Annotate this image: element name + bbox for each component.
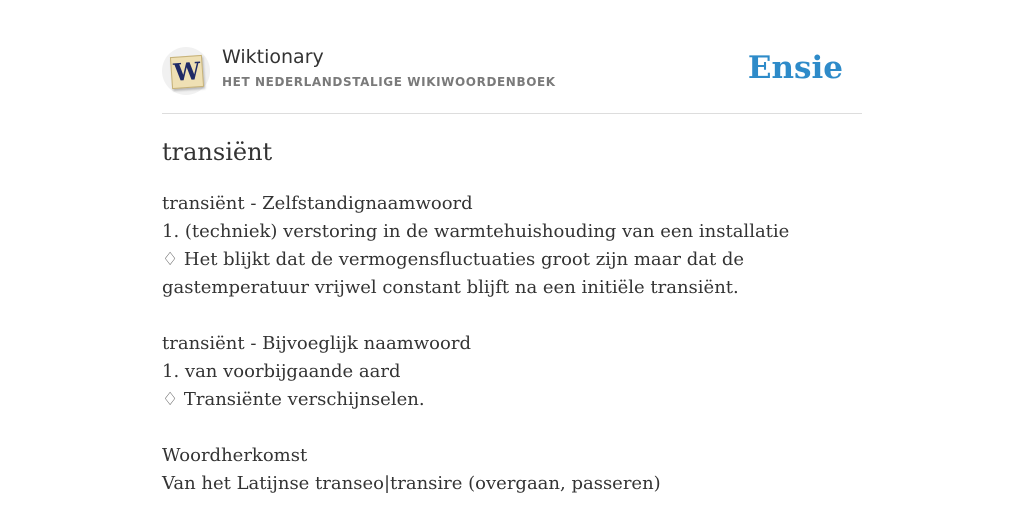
site-tagline: HET NEDERLANDSTALIGE WIKIWOORDENBOEK	[222, 75, 556, 89]
entry-content	[162, 190, 862, 498]
header-divider	[162, 113, 862, 114]
section-noun	[162, 190, 862, 302]
section-gap	[162, 414, 862, 442]
site-title[interactable]: Wiktionary	[222, 46, 324, 68]
page-title: transiënt	[162, 138, 273, 166]
example-text: Het blijkt dat de vermogensfluctuaties groot zijn maar dat de gastemperatuur vrijwel constant blijft na een initiële transiënt.	[162, 249, 745, 298]
wiktionary-logo[interactable]	[162, 47, 210, 95]
section-gap	[162, 302, 862, 330]
example-line	[162, 386, 862, 414]
section-etymology	[162, 442, 862, 498]
etymology-text: Van het Latijnse transeo|transire (overgaan, passeren)	[162, 473, 661, 494]
etymology-heading: Woordherkomst	[162, 445, 308, 466]
logo-tile-icon: W	[170, 55, 204, 89]
section-heading: transiënt - Bijvoeglijk naamwoord	[162, 333, 471, 354]
example-line	[162, 246, 862, 302]
diamond-icon: ♢	[162, 249, 179, 270]
section-adjective	[162, 330, 862, 414]
section-heading: transiënt - Zelfstandignaamwoord	[162, 193, 473, 214]
site-header	[162, 44, 862, 98]
diamond-icon: ♢	[162, 389, 179, 410]
example-text: Transiënte verschijnselen.	[183, 389, 425, 410]
definition-text: 1. van voorbijgaande aard	[162, 361, 401, 382]
definition-text: 1. (techniek) verstoring in de warmtehuishouding van een installatie	[162, 221, 790, 242]
ensie-brand-link[interactable]: Ensie	[747, 50, 843, 86]
